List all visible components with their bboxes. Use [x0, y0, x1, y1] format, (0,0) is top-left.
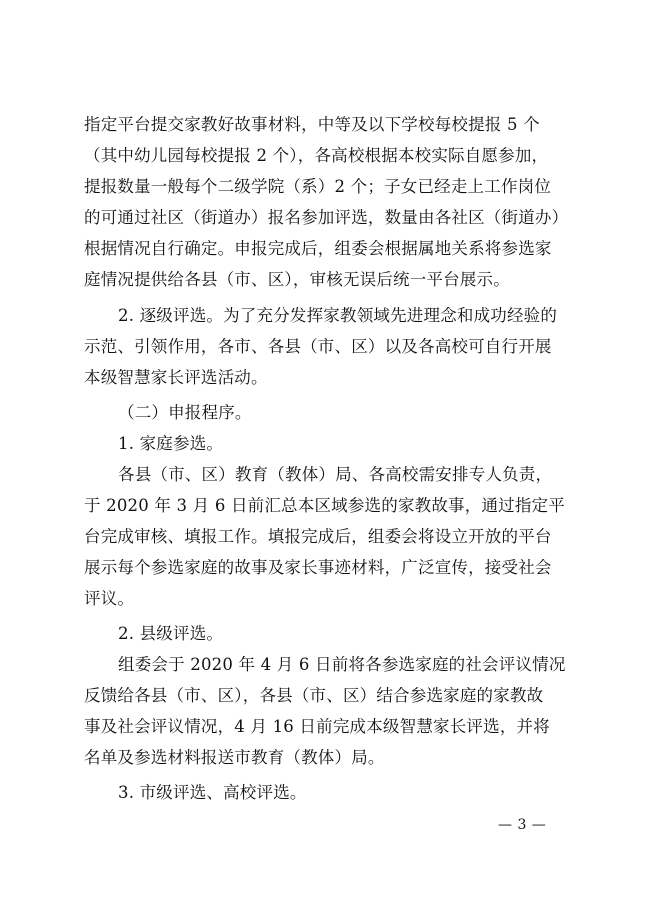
text-line: 反馈给各县（市、区），各县（市、区）结合参选家庭的家教故	[84, 686, 544, 705]
subsection-heading: 1. 家庭参选。	[118, 434, 224, 453]
text-line: 指定平台提交家教好故事材料，中等及以下学校每校提报 5 个	[84, 115, 540, 134]
text-line: 展示每个参选家庭的故事及家长事迹材料，广泛宣传，接受社会	[84, 558, 552, 577]
page-number: — 3 —	[498, 817, 547, 833]
text-line: 提报数量一般每个二级学院（系）2 个；子女已经走上工作岗位	[84, 177, 552, 196]
subsection-heading: 2. 县级评选。	[118, 624, 224, 643]
text-line: 庭情况提供给各县（市、区），审核无误后统一平台展示。	[84, 270, 510, 289]
section-heading: （二）申报程序。	[118, 403, 252, 422]
subsection-heading: 3. 市级评选、高校评选。	[118, 783, 307, 802]
text-line: 评议。	[84, 589, 135, 608]
text-line: 示范、引领作用，各市、各县（市、区）以及各高校可自行开展	[84, 337, 552, 356]
text-line: 各县（市、区）教育（教体）局、各高校需安排专人负责，	[118, 465, 553, 484]
text-line: 名单及参选材料报送市教育（教体）局。	[84, 748, 385, 767]
text-line: 事及社会评议情况，4 月 16 日前完成本级智慧家长评选，并将	[84, 717, 550, 736]
text-line: 于 2020 年 3 月 6 日前汇总本区域参选的家教故事，通过指定平	[84, 496, 565, 515]
text-line: 台完成审核、填报工作。填报完成后，组委会将设立开放的平台	[84, 527, 552, 546]
text-line: 的可通过社区（街道办）报名参加评选，数量由各社区（街道办）	[84, 208, 569, 227]
text-line: 2. 逐级评选。为了充分发挥家教领域先进理念和成功经验的	[118, 306, 558, 325]
text-line: 根据情况自行确定。申报完成后，组委会根据属地关系将参选家	[84, 239, 552, 258]
text-line: 组委会于 2020 年 4 月 6 日前将各参选家庭的社会评议情况	[118, 655, 566, 674]
text-line: （其中幼儿园每校提报 2 个），各高校根据本校实际自愿参加，	[84, 146, 549, 165]
text-line: 本级智慧家长评选活动。	[84, 368, 268, 387]
